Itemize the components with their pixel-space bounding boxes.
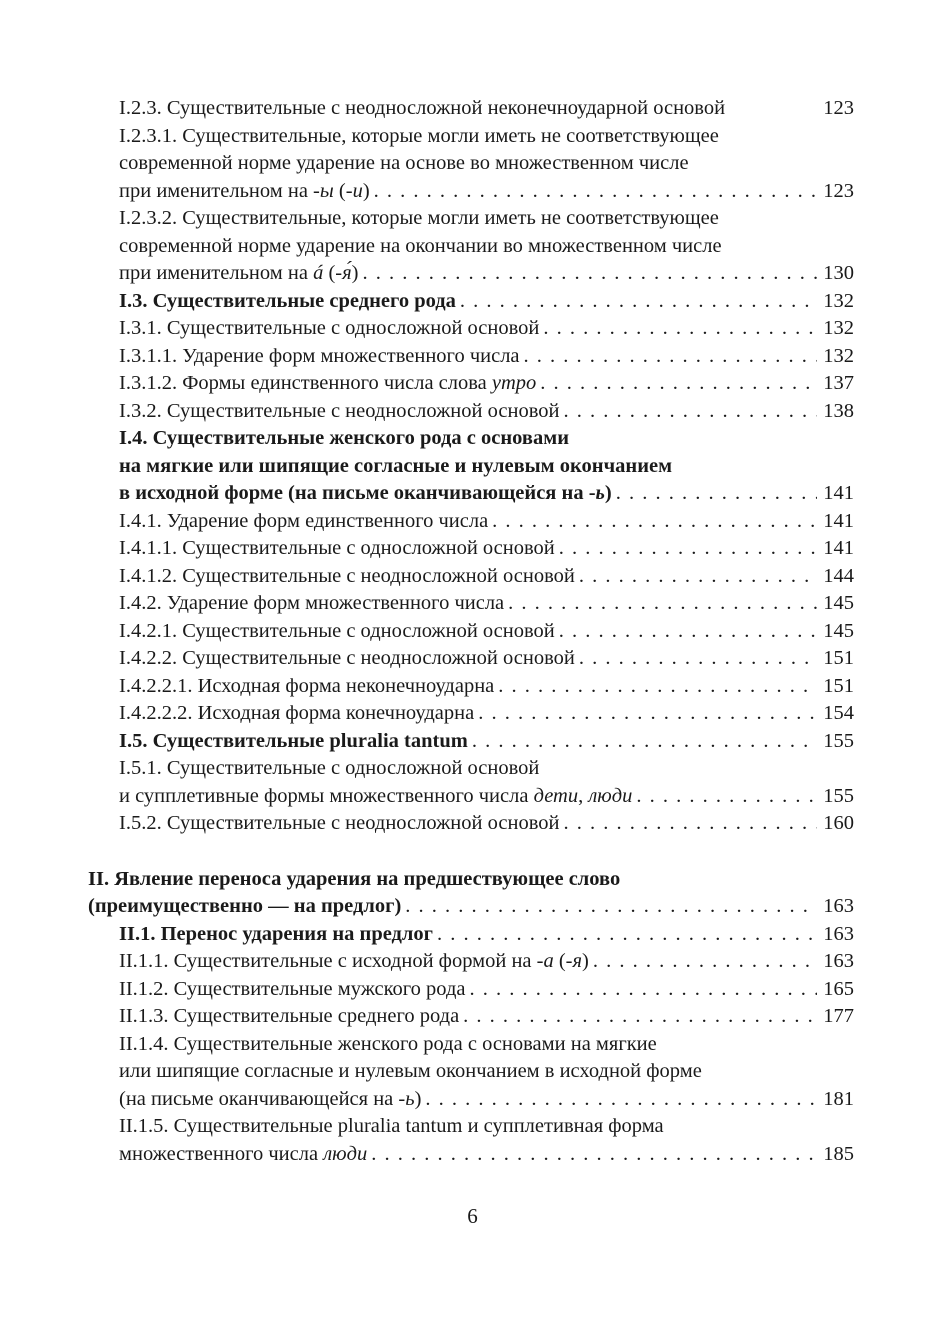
toc-entry[interactable] — [119, 976, 854, 1004]
toc-page-number: 141 — [823, 537, 854, 559]
dot-leader — [589, 948, 817, 976]
toc-entry-line — [119, 398, 854, 426]
toc-page-number: 165 — [823, 977, 854, 1000]
toc-entry[interactable] — [119, 508, 854, 536]
toc-entry-line — [119, 1113, 854, 1141]
toc-entry[interactable] — [119, 535, 854, 563]
toc-page-number: 137 — [823, 372, 854, 394]
toc-entry[interactable] — [119, 288, 854, 316]
toc-entry-line — [119, 948, 854, 976]
toc-entry-title: и супплетивные формы множественного числа дети, люди — [119, 784, 633, 807]
toc-page-number: 132 — [823, 317, 854, 339]
toc-entry-line — [119, 453, 854, 481]
toc-entry[interactable] — [119, 563, 854, 591]
toc-page-number: 155 — [823, 784, 854, 807]
toc-entry-line — [119, 480, 854, 508]
toc-entry-line — [119, 233, 854, 261]
toc-page-number: 160 — [823, 812, 854, 834]
toc-entry-title: (преимущественно — на предлог) — [88, 895, 402, 917]
toc-entry[interactable] — [119, 590, 854, 618]
dot-leader — [575, 645, 817, 673]
toc-entry-line — [119, 535, 854, 563]
toc-page-number: 145 — [823, 592, 854, 614]
toc-entry-line — [119, 755, 854, 783]
toc-entry-title: I.5. Существительные pluralia tantum — [119, 729, 468, 752]
toc-entry[interactable] — [119, 425, 854, 508]
toc-entry-line — [119, 508, 854, 536]
toc-entry-title: при именительном на á (-я́) — [119, 262, 359, 284]
toc-entry-title: I.4.2.2. Существительные с неодносложной основой — [119, 647, 575, 669]
toc-entry[interactable] — [119, 1003, 854, 1031]
toc-page-number: 163 — [823, 895, 854, 917]
dot-leader — [474, 700, 817, 728]
section-gap — [88, 838, 854, 866]
toc-entry-line — [119, 976, 854, 1004]
toc-entry-line — [88, 866, 854, 894]
toc-entry-line — [119, 150, 854, 178]
dot-leader — [433, 921, 817, 949]
dot-leader — [555, 535, 817, 563]
toc-entry-line — [119, 1058, 854, 1086]
toc-entry-title: (на письме оканчивающейся на -ь) — [119, 1087, 422, 1110]
toc-page-number: 123 — [823, 179, 854, 202]
toc-entry-title: I.4.2.1. Существительные с односложной основой — [119, 619, 555, 642]
toc-entry-line — [119, 288, 854, 316]
toc-entry-line — [119, 810, 854, 838]
dot-leader — [504, 590, 817, 618]
toc-entry-title: II.1.5. Существительные pluralia tantum и супплетивная форма — [119, 1115, 664, 1137]
toc-entry[interactable] — [119, 618, 854, 646]
toc-entry-title: I.3.2. Существительные с неодносложной основой — [119, 399, 560, 422]
dot-leader — [367, 1141, 817, 1169]
toc-entry-title: I.4.2. Ударение форм множественного числа — [119, 592, 505, 614]
toc-entry-title: I.4.1.2. Существительные с неодносложной основой — [119, 564, 575, 587]
dot-leader — [421, 1086, 817, 1114]
toc-page-number: 130 — [823, 262, 854, 284]
toc-entry-title: II. Явление переноса ударения на предшествующее слово — [88, 867, 621, 890]
dot-leader — [559, 810, 817, 838]
toc-entry-title: в исходной форме (на письме оканчивающейся на -ь) — [119, 482, 612, 504]
toc-entry-title: I.2.3. Существительные с неодносложной неконечноударной основой — [119, 97, 726, 119]
toc-entry-title: I.4. Существительные женского рода с основами — [119, 427, 569, 449]
toc-entry[interactable] — [119, 1031, 854, 1114]
toc-page-number: 154 — [823, 702, 854, 724]
dot-leader — [612, 480, 818, 508]
toc-entry-title: I.2.3.1. Существительные, которые могли иметь не соответствующее — [119, 124, 719, 147]
toc-entry-line — [119, 1031, 854, 1059]
dot-leader — [370, 178, 818, 206]
toc-entry-line — [119, 783, 854, 811]
toc-entry-line — [119, 260, 854, 288]
dot-leader — [488, 508, 817, 536]
toc-entry[interactable] — [119, 398, 854, 426]
toc-entry-title: I.5.1. Существительные с односложной основой — [119, 757, 540, 779]
toc-entry-title: I.3. Существительные среднего рода — [119, 289, 456, 312]
dot-leader — [494, 673, 817, 701]
toc-entry[interactable] — [119, 673, 854, 701]
toc-entry-line — [119, 700, 854, 728]
toc-entry-title: I.3.1.2. Формы единственного числа слова утро — [119, 372, 537, 394]
toc-entry-title: множественного числа люди — [119, 1142, 368, 1165]
toc-page-number: 177 — [823, 1005, 854, 1027]
toc-page-number: 132 — [823, 289, 854, 312]
toc-page-number: 151 — [823, 674, 854, 697]
toc-entry-line — [119, 563, 854, 591]
toc-entry[interactable] — [119, 755, 854, 810]
dot-leader — [520, 343, 818, 371]
toc-page-number: 144 — [823, 564, 854, 587]
toc-entry[interactable] — [119, 728, 854, 756]
toc-entry[interactable] — [119, 315, 854, 343]
toc-page-number: 145 — [823, 619, 854, 642]
toc-entry-title: I.4.2.2.2. Исходная форма конечноударна — [119, 702, 475, 724]
toc-entry[interactable] — [119, 1113, 854, 1168]
dot-leader — [575, 563, 817, 591]
dot-leader — [466, 976, 818, 1004]
toc-entry-line — [119, 673, 854, 701]
toc-entry-title: при именительном на -ы (-и) — [119, 179, 370, 202]
toc-entry-title: на мягкие или шипящие согласные и нулевым окончанием — [119, 454, 673, 477]
toc-entry-title: I.5.2. Существительные с неодносложной основой — [119, 812, 560, 834]
toc-entry-line — [119, 425, 854, 453]
toc-page-number: 185 — [823, 1142, 854, 1165]
dot-leader — [559, 398, 817, 426]
table-of-contents — [88, 95, 854, 1168]
toc-entry-title: или шипящие согласные и нулевым окончанием в исходной форме — [119, 1060, 702, 1082]
toc-entry-line — [119, 205, 854, 233]
toc-entry-line — [119, 315, 854, 343]
toc-entry-title: I.3.1. Существительные с односложной основой — [119, 317, 540, 339]
toc-entry-title: I.4.1. Ударение форм единственного числа — [119, 509, 489, 532]
toc-entry-line — [119, 1141, 854, 1169]
page-number: 6 — [467, 1204, 478, 1228]
toc-page-number: 138 — [823, 399, 854, 422]
toc-page-number: 132 — [823, 344, 854, 367]
toc-entry-title: I.4.1.1. Существительные с односложной основой — [119, 537, 555, 559]
toc-entry[interactable] — [119, 645, 854, 673]
toc-entry-title: современной норме ударение на окончании во множественном числе — [119, 234, 722, 257]
toc-entry-title: II.1.4. Существительные женского рода с основами на мягкие — [119, 1032, 657, 1055]
toc-page-number: 151 — [823, 647, 854, 669]
dot-leader — [459, 1003, 817, 1031]
toc-page-number: 123 — [823, 97, 854, 119]
dot-leader — [536, 370, 817, 398]
toc-entry-line — [119, 123, 854, 151]
toc-entry-title: современной норме ударение на основе во множественном числе — [119, 152, 689, 174]
toc-entry-line — [119, 1003, 854, 1031]
toc-entry-title: I.2.3.2. Существительные, которые могли иметь не соответствующее — [119, 207, 719, 229]
toc-entry-line — [119, 618, 854, 646]
toc-entry-title: II.1.2. Существительные мужского рода — [119, 977, 466, 1000]
dot-leader — [539, 315, 817, 343]
toc-entry-line — [119, 1086, 854, 1114]
toc-page-number: 141 — [823, 482, 854, 504]
toc-entry-line — [119, 645, 854, 673]
toc-page-number: 141 — [823, 509, 854, 532]
toc-page-number: 155 — [823, 729, 854, 752]
toc-entry[interactable] — [88, 866, 854, 921]
toc-entry-title: I.3.1.1. Ударение форм множественного числа — [119, 344, 520, 367]
dot-leader — [456, 288, 817, 316]
toc-entry[interactable] — [119, 921, 854, 949]
toc-entry-line — [119, 178, 854, 206]
dot-leader — [632, 783, 817, 811]
toc-entry-line — [119, 343, 854, 371]
toc-entry[interactable] — [119, 370, 854, 398]
dot-leader — [555, 618, 817, 646]
toc-entry-line — [88, 893, 854, 921]
toc-page-number: 181 — [823, 1087, 854, 1110]
toc-page-number: 163 — [823, 922, 854, 945]
toc-entry-title: II.1. Перенос ударения на предлог — [119, 922, 433, 945]
dot-leader — [468, 728, 817, 756]
toc-entry-title: II.1.3. Существительные среднего рода — [119, 1005, 460, 1027]
dot-leader — [401, 893, 817, 921]
toc-entry-title: II.1.1. Существительные с исходной формой на -а (-я) — [119, 950, 589, 972]
toc-entry-title: I.4.2.2.1. Исходная форма неконечноударна — [119, 674, 495, 697]
toc-entry[interactable] — [119, 948, 854, 976]
dot-leader — [358, 260, 817, 288]
toc-entry-line — [119, 590, 854, 618]
toc-entry-line — [119, 921, 854, 949]
toc-entry[interactable] — [119, 343, 854, 371]
toc-entry[interactable] — [119, 123, 854, 206]
toc-entry-line — [119, 370, 854, 398]
toc-entry[interactable] — [119, 700, 854, 728]
toc-entry-line — [119, 728, 854, 756]
toc-entry[interactable] — [119, 95, 854, 123]
toc-entry-line — [119, 95, 854, 123]
toc-page-number: 163 — [823, 950, 854, 972]
toc-entry[interactable] — [119, 810, 854, 838]
toc-entry[interactable] — [119, 205, 854, 288]
